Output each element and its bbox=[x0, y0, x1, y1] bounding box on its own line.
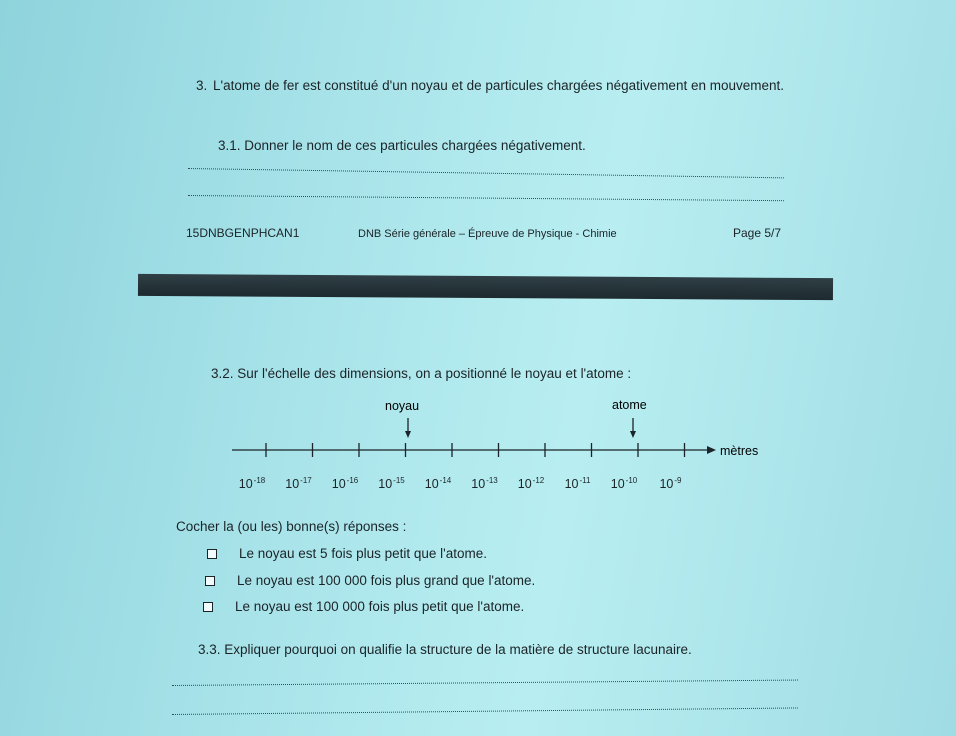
checkbox-option-3[interactable] bbox=[203, 602, 213, 612]
noyau-arrow-head bbox=[405, 431, 411, 438]
atome-label: atome bbox=[612, 398, 647, 412]
scale-tick-label: $10^{-11}$ bbox=[564, 476, 591, 491]
question-3-3: 3.3. Expliquer pourquoi on qualifie la structure de la matière de structure lacunaire. bbox=[198, 642, 692, 657]
question-3-number: 3. bbox=[196, 78, 208, 93]
scale-tick-label: $10^{-13}$ bbox=[471, 476, 498, 491]
footer-title: DNB Série générale – Épreuve de Physique - Chimie bbox=[358, 228, 617, 240]
option-1[interactable] bbox=[207, 546, 487, 561]
option-3-text: Le noyau est 100 000 fois plus petit que l'atome. bbox=[235, 599, 525, 614]
checkbox-option-1[interactable] bbox=[207, 549, 217, 559]
instruction: Cocher la (ou les) bonne(s) réponses : bbox=[176, 519, 407, 534]
option-1-text: Le noyau est 5 fois plus petit que l'atome. bbox=[239, 546, 487, 561]
scale-tick-label: $10^{-17}$ bbox=[285, 476, 312, 491]
scale-tick-label: $10^{-10}$ bbox=[610, 476, 638, 491]
option-2[interactable] bbox=[205, 573, 535, 588]
scale-tick-label: $10^{-12}$ bbox=[517, 476, 545, 491]
option-3[interactable] bbox=[203, 599, 524, 614]
unit-label: mètres bbox=[720, 444, 759, 458]
scale-tick-label: $10^{-16}$ bbox=[331, 476, 359, 491]
scale-tick-label: $10^{-14}$ bbox=[424, 476, 452, 491]
question-3-2: 3.2. Sur l'échelle des dimensions, on a positionné le noyau et l'atome : bbox=[211, 366, 632, 381]
question-3-text: L'atome de fer est constitué d'un noyau et de particules chargées négativement en mouvement. bbox=[213, 78, 785, 93]
checkbox-option-2[interactable] bbox=[205, 576, 215, 586]
scale-arrow-head bbox=[707, 446, 716, 454]
scale-tick-label: $10^{-15}$ bbox=[378, 476, 405, 491]
atome-arrow-head bbox=[630, 431, 636, 438]
footer-page: Page 5/7 bbox=[733, 226, 782, 240]
scale-tick-label: $10^{-9}$ bbox=[659, 476, 682, 491]
noyau-label: noyau bbox=[385, 399, 420, 413]
question-3-1: 3.1. Donner le nom de ces particules chargées négativement. bbox=[218, 138, 586, 153]
scale-tick-label: $10^{-18}$ bbox=[238, 476, 266, 491]
footer-code: 15DNBGENPHCAN1 bbox=[186, 226, 300, 240]
option-2-text: Le noyau est 100 000 fois plus grand que l'atome. bbox=[237, 573, 536, 588]
